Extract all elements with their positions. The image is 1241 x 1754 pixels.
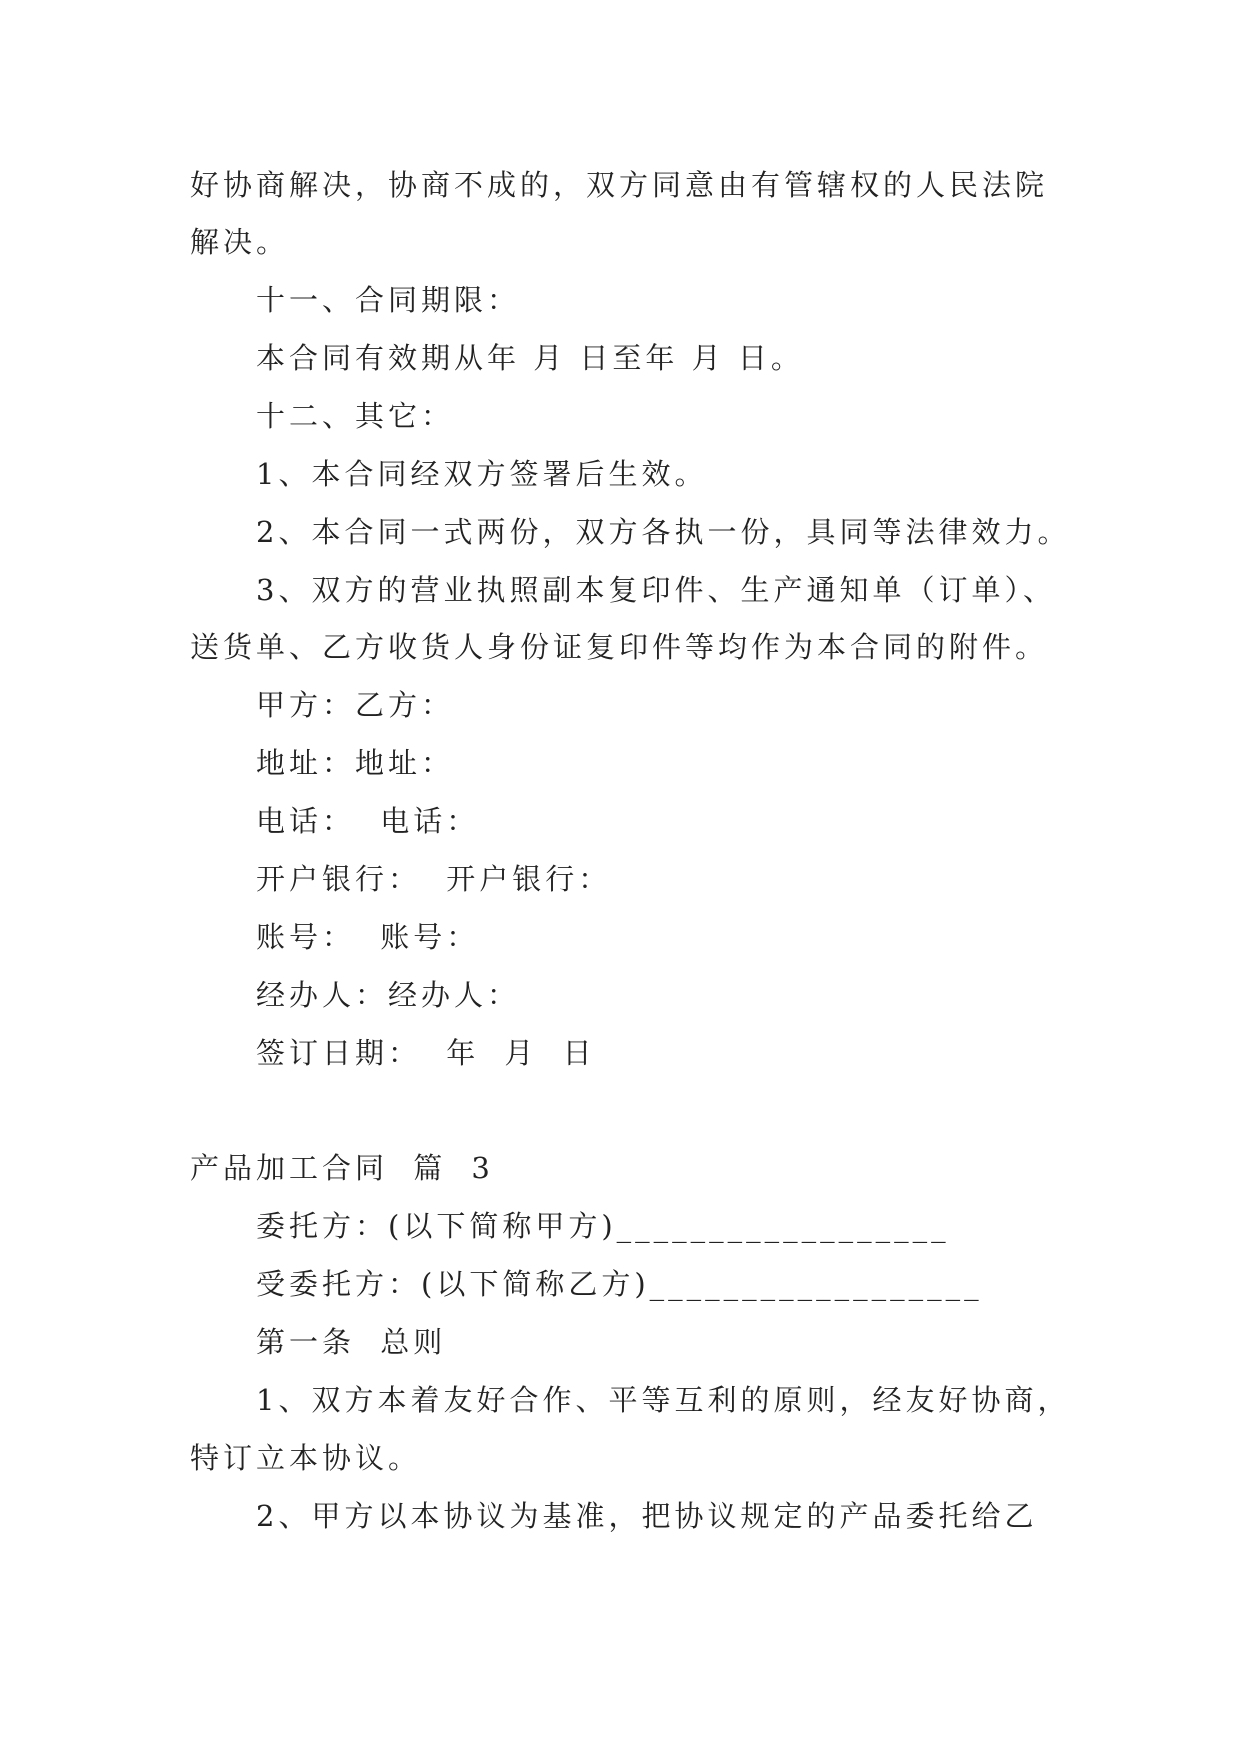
signature-field: 开户银行： 开户银行： bbox=[256, 862, 612, 896]
section-heading-other: 十二、其它： bbox=[256, 399, 455, 433]
article-heading: 第一条 总则 bbox=[256, 1325, 447, 1359]
list-item: 3、双方的营业执照副本复印件、生产通知单（订单）、 bbox=[256, 573, 1056, 607]
paragraph-line: 送货单、乙方收货人身份证复印件等均作为本合同的附件。 bbox=[190, 630, 1049, 664]
list-item: 1、双方本着友好合作、平等互利的原则，经友好协商， bbox=[256, 1383, 1071, 1417]
signature-field: 经办人：经办人： bbox=[256, 978, 521, 1012]
paragraph-line: 好协商解决，协商不成的，双方同意由有管辖权的人民法院 bbox=[190, 168, 1049, 202]
signature-field: 账号： 账号： bbox=[256, 920, 480, 954]
section-title: 产品加工合同 篇 3 bbox=[190, 1151, 494, 1185]
paragraph-line: 特订立本协议。 bbox=[190, 1441, 422, 1475]
paragraph-line: 本合同有效期从年 月 日至年 月 日。 bbox=[256, 341, 804, 375]
list-item: 2、甲方以本协议为基准，把协议规定的产品委托给乙 bbox=[256, 1499, 1038, 1533]
party-field: 委托方：(以下简称甲方)__________________ bbox=[256, 1209, 950, 1243]
signature-field: 甲方：乙方： bbox=[256, 688, 455, 722]
list-item: 1、本合同经双方签署后生效。 bbox=[256, 457, 708, 491]
signature-field: 电话： 电话： bbox=[256, 804, 480, 838]
paragraph-line: 解决。 bbox=[190, 225, 290, 259]
list-item: 2、本合同一式两份，双方各执一份，具同等法律效力。 bbox=[256, 515, 1071, 549]
party-field: 受委托方：(以下简称乙方)__________________ bbox=[256, 1267, 983, 1301]
signature-field: 地址：地址： bbox=[256, 746, 455, 780]
section-heading-term: 十一、合同期限： bbox=[256, 283, 521, 317]
signature-date: 签订日期： 年 月 日 bbox=[256, 1036, 596, 1070]
